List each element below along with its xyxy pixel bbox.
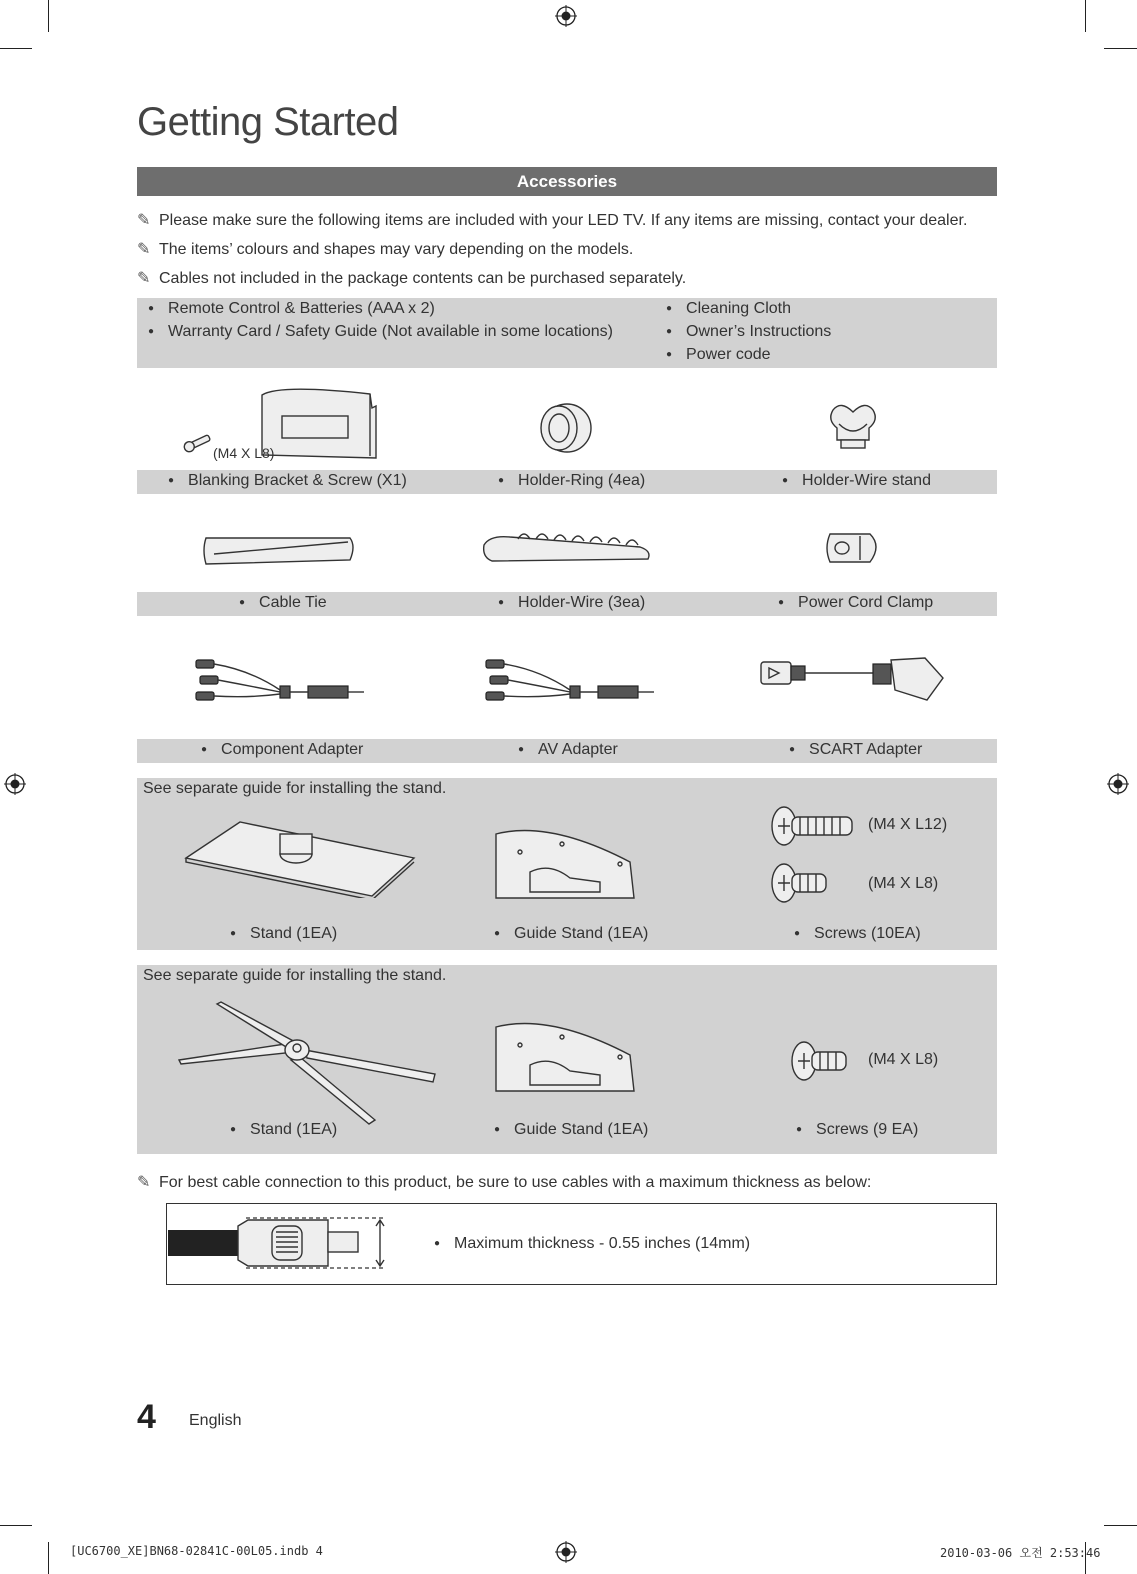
crosshair-icon [4,773,26,795]
crop-mark [48,1542,49,1574]
accessory-label: ● Guide Stand (1EA) [494,925,648,943]
accessory-label: ● Stand (1EA) [230,925,337,943]
stand-guide-note: See separate guide for installing the stand. [143,780,447,797]
screw-long-image [770,805,860,847]
accessory-label: ● Cable Tie [239,594,327,612]
stand-image [182,818,422,898]
screw-size-label: (M4 X L8) [868,1051,939,1068]
footer-file: [UC6700_XE]BN68-02841C-00L05.indb 4 [70,1544,323,1558]
component-adapter-image [190,652,370,712]
accessory-label: ● Screws (10EA) [794,925,921,943]
stand-guide-note: See separate guide for installing the stand. [143,967,447,984]
av-adapter-image [480,652,660,712]
holder-ring-image [535,400,595,455]
crop-mark [0,48,32,49]
accessory-label: ● Holder-Wire (3ea) [498,594,645,612]
footer-timestamp: 2010-03-06 오전 2:53:46 [940,1546,1101,1560]
screw-size-label: (M4 X L8) [213,445,275,461]
accessory-label: ● SCART Adapter [789,741,922,759]
cable-tie-image [200,530,360,570]
max-thickness-label: ● Maximum thickness - 0.55 inches (14mm) [434,1235,750,1253]
crop-mark [1104,1525,1137,1526]
page-language: English [189,1412,242,1429]
pencil-icon: ✎ [137,241,151,258]
list-item: ● Remote Control & Batteries (AAA x 2) [148,300,435,318]
accessory-label: ● Holder-Wire stand [782,472,931,490]
pencil-icon: ✎ [137,1174,151,1191]
screw-short-image [790,1040,850,1082]
crop-mark [0,1525,32,1526]
guide-stand-image [490,1015,640,1095]
pencil-icon: ✎ [137,212,151,229]
note-line: ✎ Cables not included in the package contents can be purchased separately. [137,270,687,287]
screw-size-label: (M4 X L8) [868,875,939,892]
accessory-label: ● Stand (1EA) [230,1121,337,1139]
guide-stand-image [490,822,640,902]
scart-adapter-image [755,650,950,710]
page-number: 4 [137,1398,156,1436]
accessory-label: ● Guide Stand (1EA) [494,1121,648,1139]
accessory-label: ● Screws (9 EA) [796,1121,918,1139]
screw-short-image [770,862,830,904]
accessory-label: ● Holder-Ring (4ea) [498,472,645,490]
power-cord-clamp-image [820,528,885,568]
section-header: Accessories [137,167,997,196]
crop-mark [48,0,49,32]
cable-connector-image [168,1212,393,1274]
accessory-label: ● Component Adapter [201,741,363,759]
crosshair-icon [1107,773,1129,795]
page-title: Getting Started [137,100,399,144]
pencil-icon: ✎ [137,270,151,287]
crop-mark [1104,48,1137,49]
list-item: ● Cleaning Cloth [666,300,791,318]
crosshair-icon [555,1541,577,1563]
blanking-bracket-image [180,380,390,468]
list-item: ● Warranty Card / Safety Guide (Not available in some locations) [148,323,613,341]
holder-wire-image [480,525,655,570]
holder-wire-stand-image [823,398,883,453]
accessory-label: ● Blanking Bracket & Screw (X1) [168,472,407,490]
stand-image [175,1000,440,1125]
list-item: ● Power code [666,346,771,364]
accessory-label: ● AV Adapter [518,741,618,759]
list-item: ● Owner’s Instructions [666,323,831,341]
note-line: ✎ Please make sure the following items are included with your LED TV. If any items are missing, contact your dealer. [137,212,968,229]
note-line: ✎ The items’ colours and shapes may vary depending on the models. [137,241,634,258]
accessory-label: ● Power Cord Clamp [778,594,933,612]
crop-mark [1085,0,1086,32]
screw-size-label: (M4 X L12) [868,816,948,833]
crosshair-icon [555,5,577,27]
note-line: ✎ For best cable connection to this product, be sure to use cables with a maximum thickness as below: [137,1174,872,1191]
